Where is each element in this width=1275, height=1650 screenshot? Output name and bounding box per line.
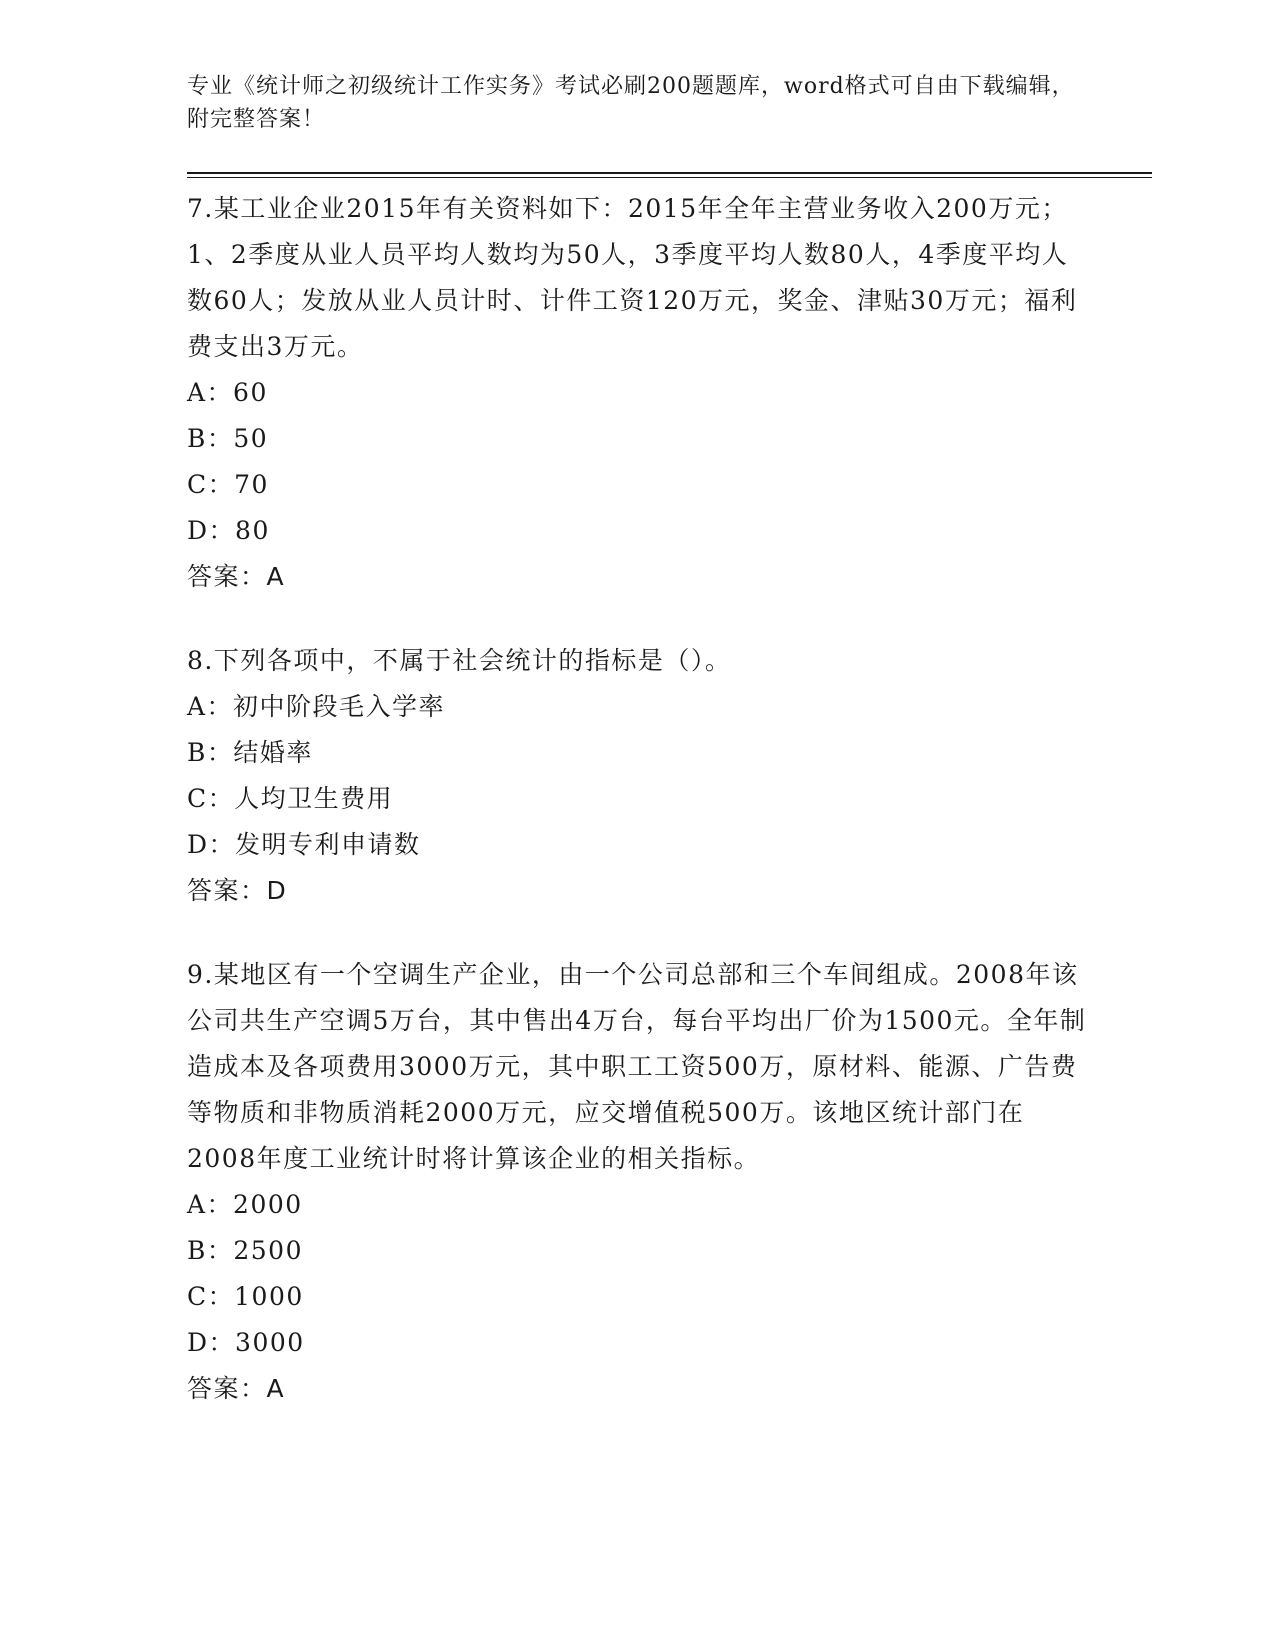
document-header: 专业《统计师之初级统计工作实务》考试必刷200题题库，word格式可自由下载编辑，附完整答案！ (187, 74, 1075, 132)
answer-line: 答案：A (187, 1374, 286, 1403)
question-9 (187, 952, 1152, 1412)
option-b: B：2500 (187, 1236, 303, 1265)
option-c: C：1000 (187, 1282, 304, 1311)
option-d: D：3000 (187, 1328, 305, 1357)
option-d: D：80 (187, 516, 270, 545)
option-b: B：50 (187, 424, 269, 453)
answer-line: 答案：A (187, 562, 286, 591)
option-a: A：60 (187, 378, 268, 407)
answer-line: 答案：D (187, 876, 288, 905)
option-d: D：发明专利申请数 (187, 830, 421, 859)
option-b: B：结婚率 (187, 738, 313, 767)
question-stem: 7.某工业企业2015年有关资料如下：2015年全年主营业务收入200万元；1、2季度从业人员平均人数均为50人，3季度平均人数80人，4季度平均人数60人；发放从业人员计时、计件工资120万元，奖金、津贴30万元；福利费支出3万元。 (187, 194, 1078, 361)
document-page (187, 70, 1152, 1412)
question-8 (187, 638, 1152, 914)
option-c: C：人均卫生费用 (187, 784, 394, 813)
option-c: C：70 (187, 470, 269, 499)
option-a: A：初中阶段毛入学率 (187, 692, 446, 721)
option-a: A：2000 (187, 1190, 303, 1219)
header-divider (187, 172, 1152, 174)
question-stem: 8.下列各项中，不属于社会统计的指标是（）。 (187, 646, 732, 675)
question-7 (187, 186, 1152, 600)
question-stem: 9.某地区有一个空调生产企业，由一个公司总部和三个车间组成。2008年该公司共生产空调5万台，其中售出4万台，每台平均出厂价为1500元。全年制造成本及各项费用3000万元，其中职工工资500万，原材料、能源、广告费等物质和非物质消耗2000万元，应交增值税500万。该地区统计部门在2008年度工业统计时将计算该企业的相关指标。 (187, 960, 1087, 1173)
